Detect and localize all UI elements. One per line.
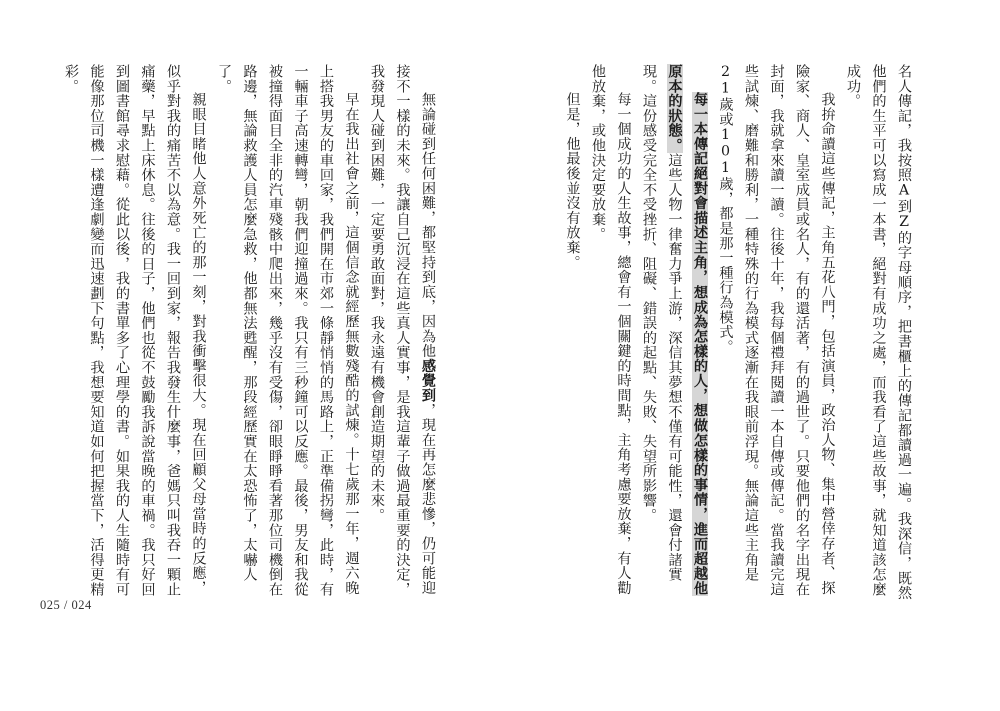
paragraph [364,64,441,604]
highlighted-paragraph [636,64,713,604]
page-numbers: 025 / 024 [40,598,92,612]
paragraph: 早在我出社會之前，這個信念就經歷無數殘酷的試煉。十七歲那一年，週六晚上搭我男友的車回家，我們開在市郊一條靜悄悄的馬路上，正準備拐彎，此時，有一輛車子高速轉彎，朝我們迎撞過來。我只有三秒鐘可以反應。最後，男友和我從被撞得面目全非的汽車殘骸中爬出來，幾乎沒有受傷，卻眼睜睜看著那位司機倒在路邊，無論救護人員怎麼急救，他都無法甦醒，那段經歷實在太恐怖了，太嚇人了。 [216,64,360,597]
highlight-text: 怎樣的人， [692,329,708,404]
paragraph-text: 這些人物一律奮力爭上游，深信其夢想不僅有可能性，還會付諸實現。這份感受完全不受挫折、阻礙、錯誤的起點、失敗、失望所影響。 [641,64,683,583]
bold-phrase: 感覺到 [420,358,436,404]
bold-phrase: 想做 [692,403,708,433]
paragraph: 親眼目睹他人意外死亡的那一刻，對我衝擊很大。現在回顧父母當時的反應，似乎對我的痛苦不以為意。我一回到家，報告我發生什麼事，爸媽只叫我吞一顆止痛藥，早點上床休息。往後的日子，他們也從不鼓勵我訴說當晚的車禍。我只好回到圖書館尋求慰藉。從此以後，我的書單多了心理學的書。如果我的人生隨時有可能像那位司機一樣遭逢劇變而迅速劃下句點，我想要知道如何把握當下，活得更精彩。 [63,64,207,597]
right-page-text [564,64,916,604]
highlight-text: 怎樣的事情，進而超越他原本的狀態。 [666,64,708,596]
paragraph-text: 無論碰到任何困難，都堅持到底，因為他 [420,92,436,359]
highlight-text: 每一本傳記絕對會描述主角， [692,92,708,285]
paragraph: 名人傳記，我按照A到Z的字母順序，把書櫃上的傳記都讀過一遍。我深信，既然他們的生平可以寫成一本書，絕對有成功之處，而我看了這些故事，就知道該怎麼成功。 [845,64,912,601]
paragraph: 但是，他最後並沒有放棄。 [564,92,581,270]
paragraph-text: ，現在再怎麼悲慘，仍可能迎接不一樣的未來。我讓自己沉浸在這些真人實事，是我這輩子做過最重要的決定，我發現人碰到困難，一定要勇敢面對，我永遠有機會創造期望的未來。 [369,64,436,597]
left-page-text [63,64,440,604]
bold-phrase: 想成為 [692,284,708,330]
paragraph: 每一個成功的人生故事，總會有一個關鍵的時間點，主角考慮要放棄，有人勸他放棄，或他決定要放棄。 [590,64,632,596]
right-page [564,64,916,604]
left-page [63,64,440,604]
paragraph: 我拚命讀這些傳記，主角五花八門，包括演員，政治人物、集中營倖存者、探險家、商人、皇室成員或名人，有的還活著，有的過世了。只要他們的名字出現在封面，我就拿來讀一讀。往後十年，我每個禮拜閱讀一本自傳或傳記。當我讀完這些試煉、磨難和勝利，一種特殊的行為模式逐漸在我眼前浮現。無論這些主角是21歲或101歲，都是那一種行為模式。 [717,64,836,597]
